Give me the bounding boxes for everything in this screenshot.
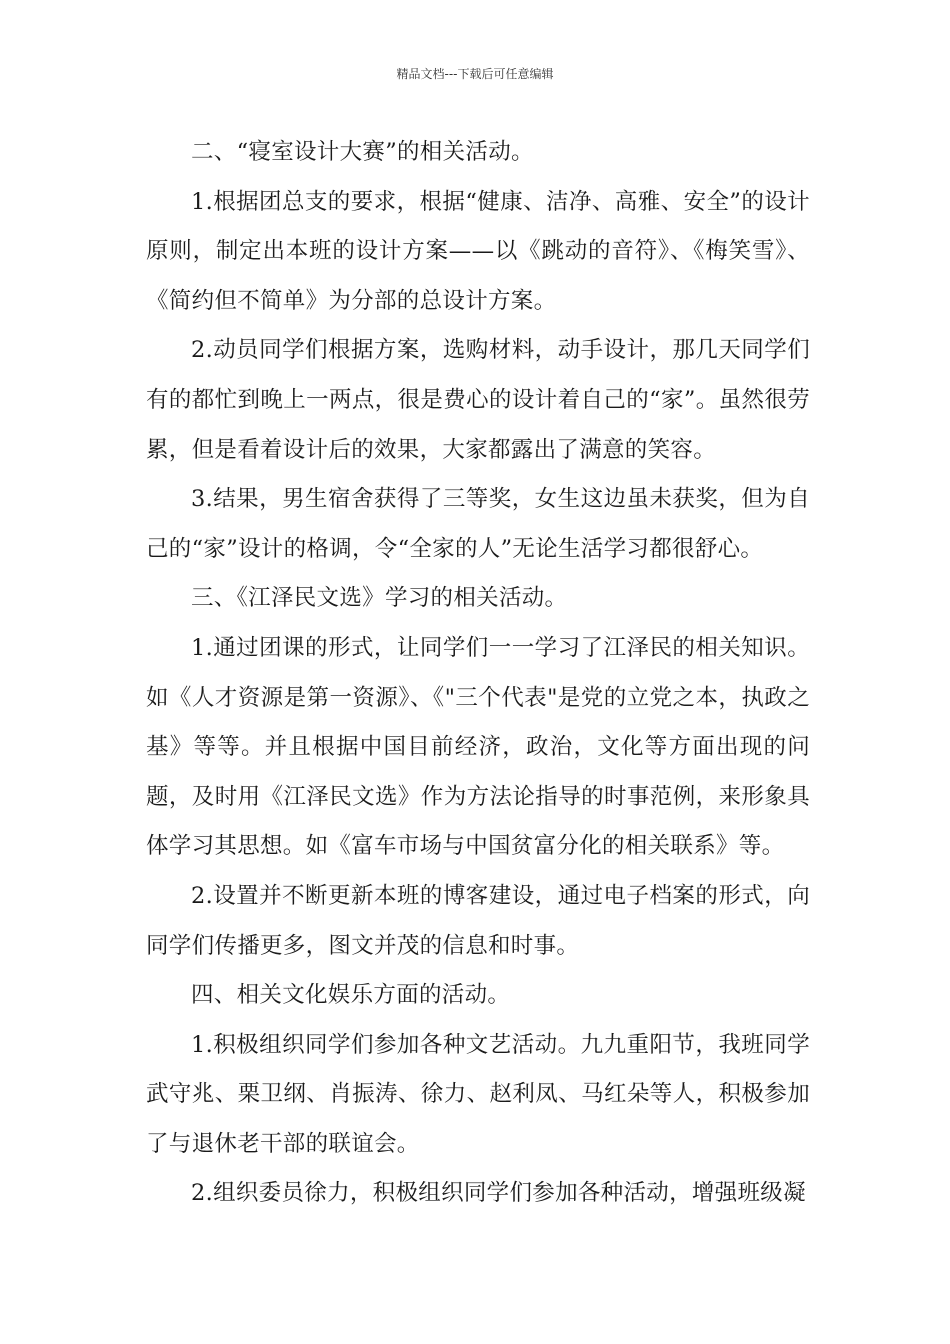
paragraph: 1.根据团总支的要求，根据“健康、洁净、高雅、安全”的设计原则，制定出本班的设计方案——以《跳动的音符》、《梅笑雪》、《简约但不简单》为分部的总设计方案。 — [146, 188, 810, 314]
section-heading-4: 四、相关文化娱乐方面的活动。 — [191, 982, 511, 1009]
page-header: 精品文档---下载后可任意编辑 — [396, 67, 554, 81]
paragraph: 2.组织委员徐力，积极组织同学们参加各种活动，增强班级凝 — [191, 1180, 806, 1207]
paragraph: 2.设置并不断更新本班的博客建设，通过电子档案的形式，向同学们传播更多，图文并茂的信息和时事。 — [146, 882, 810, 959]
document-body — [146, 128, 810, 1219]
section-heading-2: 二、“寝室设计大赛”的相关活动。 — [191, 139, 534, 165]
paragraph: 1.积极组织同学们参加各种文艺活动。九九重阳节，我班同学武守兆、栗卫纲、肖振涛、徐力、赵利凤、马红朵等人，积极参加了与退休老干部的联谊会。 — [146, 1031, 810, 1157]
paragraph: 3.结果，男生宿舍获得了三等奖，女生这边虽未获奖，但为自己的“家”设计的格调，令“全家的人”无论生活学习都很舒心。 — [146, 486, 810, 562]
section-heading-3: 三、《江泽民文选》学习的相关活动。 — [191, 585, 568, 612]
paragraph: 1.通过团课的形式，让同学们一一学习了江泽民的相关知识。如《人才资源是第一资源》、《"三个代表"是党的立党之本，执政之基》等等。并且根据中国目前经济，政治，文化等方面出现的问题，及时用《江泽民文选》作为方法论指导的时事范例，来形象具体学习其思想。如《富车市场与中国贫富分化的相关联系》等。 — [146, 634, 810, 860]
paragraph: 2.动员同学们根据方案，选购材料，动手设计，那几天同学们有的都忙到晚上一两点，很是费心的设计着自己的“家”。虽然很劳累，但是看着设计后的效果，大家都露出了满意的笑容。 — [146, 337, 810, 463]
